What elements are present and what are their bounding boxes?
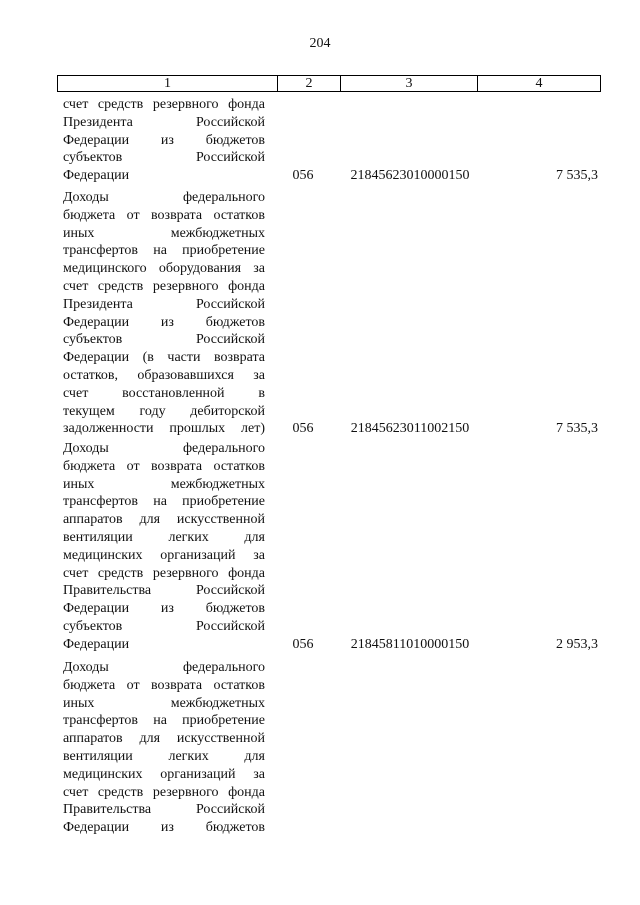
description-line: вентиляции легких для <box>63 529 265 545</box>
description-line: субъектов Российской <box>63 618 265 634</box>
description-line: Правительства Российской <box>63 802 265 818</box>
page-number: 204 <box>309 36 331 51</box>
description-line: трансфертов на приобретение <box>63 713 265 729</box>
description-line: иных межбюджетных <box>63 225 265 241</box>
admin-code: 056 <box>292 636 314 652</box>
row-description <box>63 96 265 185</box>
description-line: Федерации из бюджетов <box>63 132 265 148</box>
admin-code: 056 <box>292 421 314 437</box>
budget-code: 21845623010000150 <box>350 168 470 184</box>
description-line: трансфертов на приобретение <box>63 494 265 510</box>
description-line: медицинских организаций за <box>63 766 265 782</box>
amount: 2 953,3 <box>556 636 598 652</box>
description-line: Правительства Российской <box>63 583 265 599</box>
description-line: аппаратов для искусственной <box>63 731 265 747</box>
description-line: субъектов Российской <box>63 150 265 166</box>
description-line: Президента Российской <box>63 114 265 130</box>
description-line: бюджета от возврата остатков <box>63 207 265 223</box>
description-line: Президента Российской <box>63 296 265 312</box>
description-line: задолженности прошлых лет) <box>63 421 265 437</box>
amount: 7 535,3 <box>556 168 598 184</box>
description-line: Федерации (в части возврата <box>63 350 265 366</box>
description-line: Федерации из бюджетов <box>63 601 265 617</box>
description-line: Доходы федерального <box>63 190 265 205</box>
row-description <box>63 659 265 837</box>
description-line: счет средств резервного фонда <box>63 278 265 294</box>
header-col-4: 4 <box>535 76 543 91</box>
row-description <box>63 189 265 438</box>
row-description <box>63 440 265 654</box>
description-line: иных межбюджетных <box>63 476 265 492</box>
description-line: медицинских организаций за <box>63 547 265 563</box>
amount: 7 535,3 <box>556 421 598 437</box>
budget-code: 21845623011002150 <box>350 421 470 437</box>
description-line: Доходы федерального <box>63 660 265 675</box>
description-line: трансфертов на приобретение <box>63 243 265 259</box>
description-line: остатков, образовавшихся за <box>63 367 265 383</box>
description-line: субъектов Российской <box>63 332 265 348</box>
description-line: Федерации <box>63 168 130 184</box>
description-line: бюджета от возврата остатков <box>63 677 265 693</box>
description-line: счет средств резервного фонда <box>63 784 265 800</box>
budget-code: 21845811010000150 <box>350 636 470 652</box>
description-line: вентиляции легких для <box>63 748 265 764</box>
description-line: счет средств резервного фонда <box>63 97 265 112</box>
description-line: Доходы федерального <box>63 441 265 456</box>
description-line: счет средств резервного фонда <box>63 565 265 581</box>
description-line: Федерации <box>63 636 130 652</box>
header-col-2: 2 <box>278 76 341 91</box>
table-header <box>57 75 601 92</box>
admin-code: 056 <box>292 168 314 184</box>
description-line: аппаратов для искусственной <box>63 512 265 528</box>
header-col-1: 1 <box>58 76 278 91</box>
description-line: текущем году дебиторской <box>63 403 265 419</box>
description-line: бюджета от возврата остатков <box>63 458 265 474</box>
description-line: иных межбюджетных <box>63 695 265 711</box>
description-line: Федерации из бюджетов <box>63 314 265 330</box>
header-col-3: 3 <box>341 76 478 91</box>
description-line: медицинского оборудования за <box>63 261 265 277</box>
description-line: счет восстановленной в <box>63 385 265 401</box>
description-line: Федерации из бюджетов <box>63 820 265 836</box>
